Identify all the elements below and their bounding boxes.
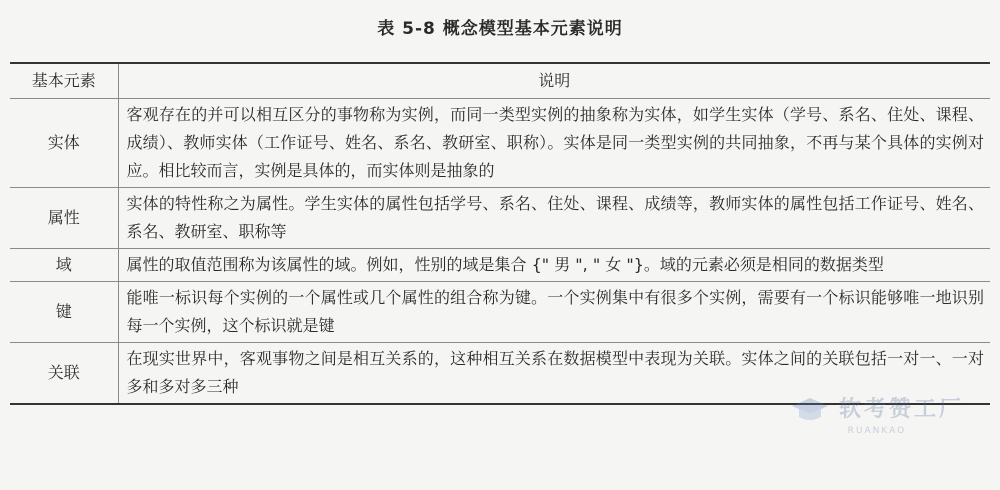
row-description: 在现实世界中，客观事物之间是相互关系的，这种相互关系在数据模型中表现为关联。实体之间的关联包括一对一、一对多和多对多三种 xyxy=(118,343,990,405)
row-name: 关联 xyxy=(10,343,118,405)
row-description: 能唯一标识每个实例的一个属性或几个属性的组合称为键。一个实例集中有很多个实例，需要有一个标识能够唯一地识别每一个实例，这个标识就是键 xyxy=(118,282,990,343)
table-row xyxy=(10,249,990,282)
table-header-row xyxy=(10,63,990,99)
watermark-subtext: RUANKAO xyxy=(847,425,907,436)
row-name: 域 xyxy=(10,249,118,282)
row-name: 键 xyxy=(10,282,118,343)
table-row xyxy=(10,99,990,188)
row-name: 属性 xyxy=(10,188,118,249)
elements-table xyxy=(10,62,990,405)
table-caption: 表 5-8 概念模型基本元素说明 xyxy=(377,19,623,39)
watermark-text: 软考赞工厂 xyxy=(838,397,964,422)
table-row xyxy=(10,188,990,249)
table-row xyxy=(10,282,990,343)
row-description: 属性的取值范围称为该属性的域。例如，性别的域是集合 {" 男 ", " 女 "}。域的元素必须是相同的数据类型 xyxy=(118,249,990,282)
header-description: 说明 xyxy=(118,63,990,99)
row-description: 实体的特性称之为属性。学生实体的属性包括学号、系名、住处、课程、成绩等，教师实体的属性包括工作证号、姓名、系名、教研室、职称等 xyxy=(118,188,990,249)
header-element: 基本元素 xyxy=(10,63,118,99)
row-name: 实体 xyxy=(10,99,118,188)
table-row xyxy=(10,343,990,405)
row-description: 客观存在的并可以相互区分的事物称为实例，而同一类型实例的抽象称为实体，如学生实体（学号、系名、住处、课程、成绩）、教师实体（工作证号、姓名、系名、教研室、职称）。实体是同一类型实例的共同抽象，不再与某个具体的实例对应。相比较而言，实例是具体的，而实体则是抽象的 xyxy=(118,99,990,188)
